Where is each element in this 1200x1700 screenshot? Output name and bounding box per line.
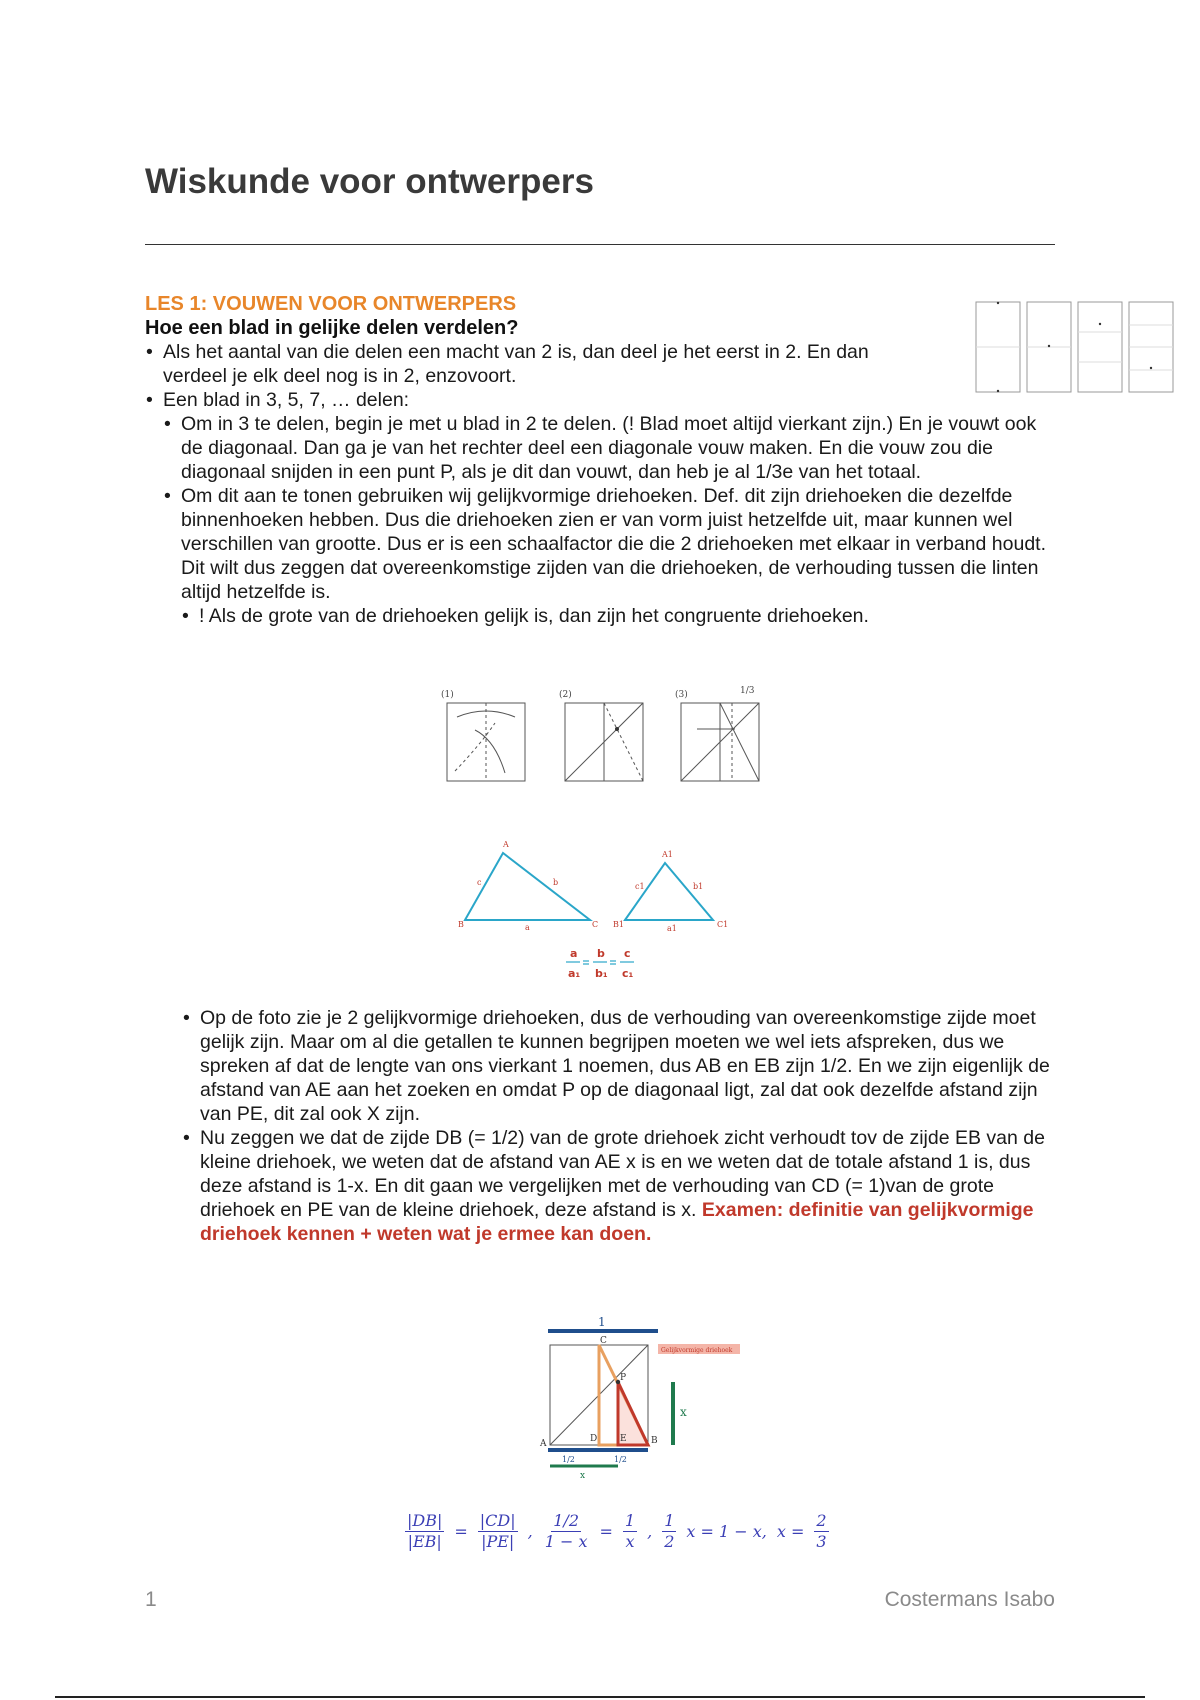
ratio-label: c₁ xyxy=(622,967,634,980)
side-label: a1 xyxy=(667,924,677,933)
list-item-text: Om dit aan te tonen gebruiken wij gelijkvormige driehoeken. Def. dit zijn driehoeken die dezelfde binnenhoeken hebben. Dus die driehoeken zien er van vorm juist hetzelfde uit, maar kunnen wel verschillen van grootte. Dus er is een schaalfactor die die 2 driehoeken met elkaar in verband houdt. Dit wilt dus zeggen dat overeenkomstige zijden van die driehoeken, de verhouding tussen die linten altijd hetzelfde is. xyxy=(181,485,1046,603)
list-item: • ! Als de grote van de driehoeken gelijk is, dan zijn het congruente driehoeken. xyxy=(199,604,1060,628)
fraction: $\frac{|DB|}{|EB|}$ xyxy=(407,1510,443,1551)
fraction: $\frac{1}{x}$ xyxy=(624,1510,636,1551)
side-label: c1 xyxy=(635,882,645,891)
equals-sign: = xyxy=(599,1521,613,1541)
fraction: $\frac{|CD|}{|PE|}$ xyxy=(479,1510,516,1551)
square-proof-figure xyxy=(530,1310,760,1480)
page-number: 1 xyxy=(145,1588,157,1611)
list-item xyxy=(181,484,1060,628)
main-bullet-list xyxy=(145,340,1060,628)
side-label: b1 xyxy=(693,882,704,891)
ratio-formula: $\frac{|DB|}{|EB|}$ = $\frac{|CD|}{|PE|}$ , $\frac{1/2}{1 - x}$ = $\frac{1}{x}$ , $\frac{1}{2}$ x = 1 − x, x = $\frac{2}{3}$ xyxy=(407,1510,827,1551)
vertex-label: B xyxy=(458,920,464,929)
vertex-label: C xyxy=(592,920,599,929)
side-length-label: 1 xyxy=(598,1315,606,1329)
vertex-label: D xyxy=(590,1434,598,1444)
title-divider xyxy=(145,244,1055,245)
ratio-label: b xyxy=(597,947,605,960)
ratio-label: a xyxy=(570,947,578,960)
vertex-label: B1 xyxy=(613,920,624,929)
vertex-label: P xyxy=(620,1373,627,1383)
vertex-label: A xyxy=(540,1439,547,1449)
third-label: 1/3 xyxy=(740,686,755,696)
half-label: 1/2 xyxy=(562,1455,575,1464)
vertex-label: C1 xyxy=(717,920,729,929)
list-item: • Op de foto zie je 2 gelijkvormige driehoeken, dus de verhouding van overeenkomstige zijde moet gelijk zijn. Maar om al die getallen te kunnen begrijpen moeten we wel iets afspreken, dus we spreken af dat de lengte van ons vierkant 1 noemen, dus AB en EB zijn 1/2. En we zijn eigenlijk de afstand van AE aan het zoeken en omdat P op de diagonaal ligt, zal dat ook dezelfde afstand zijn van PE, dit zal ook X zijn. xyxy=(200,1006,1060,1126)
fold-step-label: (1) xyxy=(441,690,454,700)
page-bottom-divider xyxy=(55,1696,1145,1698)
vertex-label: A1 xyxy=(662,850,673,859)
x-side-label: x xyxy=(680,1405,687,1419)
list-item xyxy=(200,1126,1060,1246)
lesson-question: Hoe een blad in gelijke delen verdelen? xyxy=(145,317,519,339)
x-bottom-label: x xyxy=(580,1471,586,1480)
side-label: b xyxy=(553,878,559,887)
similar-triangle-tag: Gelijkvormige driehoek xyxy=(661,1347,733,1354)
sub-bullet-list xyxy=(163,412,1060,628)
similar-triangles-figure xyxy=(455,835,755,985)
fold-step-label: (2) xyxy=(559,690,572,700)
subsub-bullet-list xyxy=(181,604,1060,628)
vertex-label: A xyxy=(503,840,509,849)
list-item-text: Nu zeggen we dat de zijde DB (= 1/2) van de grote driehoek zicht verhoudt tov de zijde EB van de kleine driehoek, we weten dat de afstand van AE x is en we weten dat de totale afstand 1 is, dus deze afstand is 1-x. En dit gaan we vergelijken met de verhouding van CD (= 1)van de grote driehoek en PE van de kleine driehoek, deze afstand is x. xyxy=(200,1127,1045,1221)
author-name: Costermans Isabo xyxy=(884,1588,1055,1611)
fraction: $\frac{2}{3}$ xyxy=(816,1510,827,1551)
equals-sign: = xyxy=(454,1521,468,1541)
formula-text: x = xyxy=(776,1521,805,1541)
exam-note: Examen: definitie van gelijkvormige driehoek kennen + weten wat je ermee kan doen. xyxy=(200,1199,1034,1245)
side-label: c xyxy=(477,878,482,887)
vertex-label: E xyxy=(620,1434,627,1444)
list-item: • Om in 3 te delen, begin je met u blad in 2 te delen. (! Blad moet altijd vierkant zijn.) En je vouwt ook de diagonaal. Dan ga je van het rechter deel een diagonale vouw maken. En die vouw zou die diagonaal snijden in een punt P, als je dit dan vouwt, dan heb je al 1/3e van het totaal. xyxy=(181,412,1060,484)
list-item: • Als het aantal van die delen een macht van 2 is, dan deel je het eerst in 2. En dan verdeel je elk deel nog is in 2, enzovoort. xyxy=(163,340,923,388)
fraction: $\frac{1}{2}$ xyxy=(664,1510,675,1551)
ratio-label: b₁ xyxy=(595,967,608,980)
document-title: Wiskunde voor ontwerpers xyxy=(145,162,594,201)
list-item-text: Een blad in 3, 5, 7, … delen: xyxy=(163,389,410,411)
list-item xyxy=(163,388,1060,628)
folding-steps-figure xyxy=(435,685,775,785)
formula-text: x = 1 − x, xyxy=(686,1521,767,1541)
explanation-bullet-list xyxy=(200,1006,1060,1246)
ratio-label: c xyxy=(624,947,631,960)
vertex-label: C xyxy=(600,1336,607,1346)
fraction: $\frac{1/2}{1 - x}$ xyxy=(544,1510,588,1551)
large-triangle xyxy=(465,853,590,920)
side-label: a xyxy=(525,923,530,932)
small-triangle xyxy=(625,863,713,920)
vertex-label: B xyxy=(651,1436,658,1446)
lesson-body xyxy=(145,292,1060,628)
lower-body xyxy=(200,1006,1060,1246)
lesson-heading: LES 1: VOUWEN VOOR ONTWERPERS xyxy=(145,293,517,315)
fold-step-label: (3) xyxy=(675,690,688,700)
half-label: 1/2 xyxy=(614,1455,627,1464)
ratio-label: a₁ xyxy=(568,967,581,980)
